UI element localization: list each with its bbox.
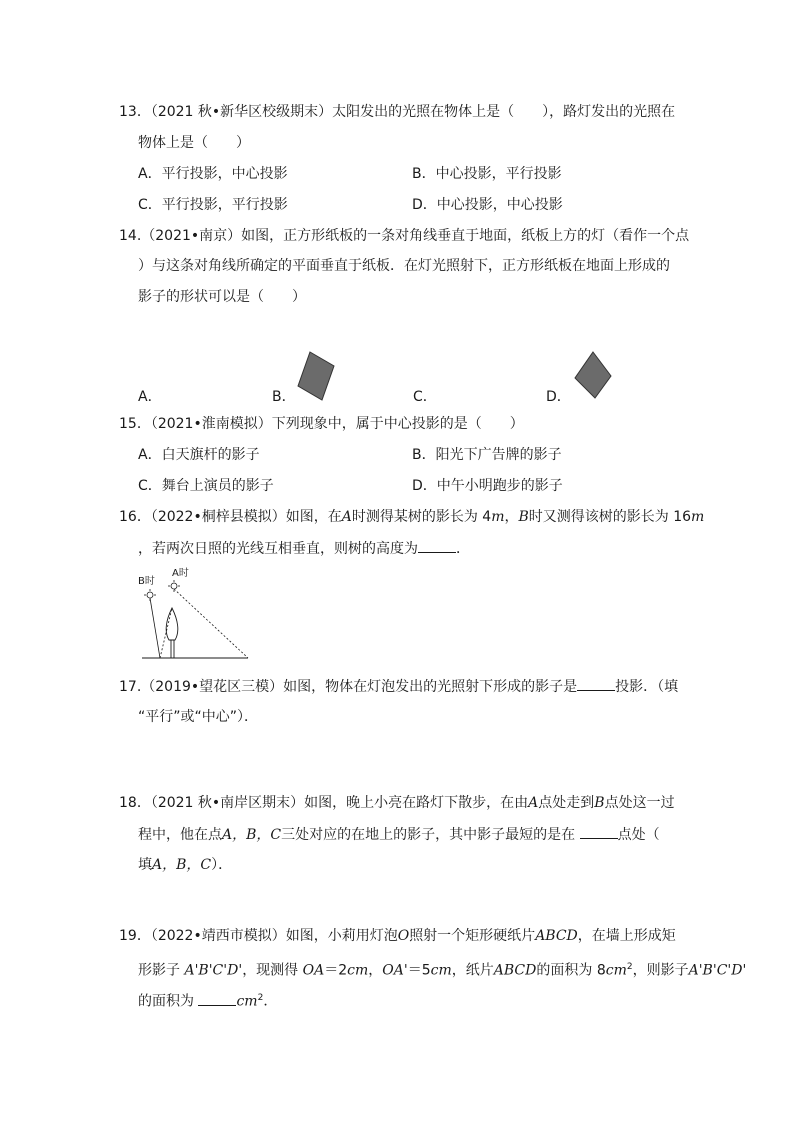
- q16-text: ，: [504, 509, 519, 525]
- q18-text: 点处这一过: [604, 795, 675, 811]
- q14-stem-line1: 14.（2021•南京）如图，正方形纸板的一条对角线垂直于地面，纸板上方的灯（看作一个点: [119, 228, 690, 244]
- q16-sun-a-icon: [168, 580, 180, 592]
- q13-stem-line1: 13．（2021 秋•新华区校级期末）太阳发出的光照在物体上是（ ），路灯发出的光照在: [119, 104, 676, 120]
- q19-stem-line1: [119, 927, 676, 945]
- q16-ray-a: [174, 589, 248, 658]
- q19-exponent: 2: [626, 962, 633, 972]
- q18-vars: A，B，C: [152, 857, 212, 873]
- q16-var-b: B: [518, 509, 529, 525]
- q19-text: ＝5: [407, 962, 431, 979]
- q16-text: 时又测得该树的影长为 16: [528, 509, 692, 525]
- q18-text: 三处对应的在地上的影子，其中影子最短的是在: [281, 827, 576, 843]
- q18-stem-line2: [138, 825, 660, 844]
- q15-option-d: D．中午小明跑步的影子: [412, 478, 563, 494]
- q18-text: ）．: [211, 857, 233, 873]
- q19-text: ．: [263, 993, 278, 1010]
- q16-stem-line2: [138, 539, 470, 558]
- q19-var-oa-prime: OA': [382, 962, 408, 979]
- q17-stem-line2: “平行”或“中心”）．: [138, 709, 259, 725]
- q19-var-abcd: ABCD: [535, 928, 578, 944]
- q18-stem-line3: [138, 856, 232, 874]
- q13-option-d: D．中心投影，中心投影: [412, 197, 563, 213]
- q18-text: 点处（: [617, 827, 660, 843]
- q19-var-oa: OA: [302, 962, 325, 979]
- q15-option-a: A．白天旗杆的影子: [138, 447, 260, 463]
- q13-option-a: A．平行投影，中心投影: [138, 166, 288, 182]
- q19-text: ，: [368, 962, 383, 979]
- q16-figure-label-a: A时: [172, 568, 189, 579]
- q18-stem-line1: [119, 794, 675, 812]
- q14-option-b-parallelogram: [298, 352, 334, 400]
- q17-text: 投影．（填: [615, 679, 679, 695]
- q17-stem-line1: [119, 677, 678, 696]
- q19-text: 的面积为 8: [536, 962, 606, 979]
- q19-exponent: 2: [257, 993, 264, 1003]
- q15-option-b: B．阳光下广告牌的影子: [412, 447, 562, 463]
- q17-text: 17.（2019•望花区三模）如图，物体在灯泡发出的光照射下形成的影子是: [119, 679, 578, 695]
- q15-option-c: C．舞台上演员的影子: [138, 478, 274, 494]
- q14-option-b: B．: [272, 389, 296, 405]
- q19-text: ，则影子: [632, 962, 689, 979]
- q16-text: ．: [456, 541, 470, 557]
- q14-option-c: C．: [413, 389, 437, 405]
- q13-option-c: C．平行投影，平行投影: [138, 197, 288, 213]
- q19-text: 照射一个矩形硬纸片: [409, 928, 536, 944]
- q14-stem-line2: ）与这条对角线所确定的平面垂直于纸板．在灯光照射下，正方形纸板在地面上形成的: [138, 258, 670, 274]
- q18-text: 18．（2021 秋•南岸区期末）如图，晚上小亮在路灯下散步，在由: [119, 795, 529, 811]
- q19-text: ，在墙上形成矩: [577, 928, 676, 944]
- q14-option-a: A．: [138, 389, 162, 405]
- q19-stem-line2: [138, 958, 746, 980]
- q15-stem-line1: 15．（2021•淮南模拟）下列现象中，属于中心投影的是（ ）: [119, 416, 524, 432]
- q16-ray-b: [150, 598, 160, 658]
- q19-var-abcd: ABCD: [493, 962, 537, 979]
- q16-text: ，若两次日照的光线互相垂直，则树的高度为: [138, 541, 418, 557]
- q13-option-b: B．中心投影，平行投影: [412, 166, 562, 182]
- q19-text: 19．（2022•靖西市模拟）如图，小莉用灯泡: [119, 928, 398, 944]
- q13-stem-line2: 物体上是（ ）: [138, 135, 250, 151]
- q19-unit-cm: cm: [236, 993, 258, 1010]
- q18-vars: A，B，C: [222, 827, 282, 843]
- q16-figure-label-b: B时: [138, 576, 155, 587]
- q19-text: ＝2: [324, 962, 348, 979]
- q19-text: ，纸片: [451, 962, 494, 979]
- q16-text: 时测得某树的影长为 4: [351, 509, 492, 525]
- q19-var-shadow: A'B'C'D': [184, 962, 243, 979]
- q18-var-a: A: [528, 795, 539, 811]
- q16-text: 16．（2022•桐梓县模拟）如图，在: [119, 509, 342, 525]
- q18-text: 填: [138, 857, 152, 873]
- q19-stem-line3: [138, 989, 277, 1011]
- q19-text: 形影子: [138, 962, 180, 979]
- q19-var-shadow: A'B'C'D': [688, 962, 747, 979]
- q14-option-d-kite: [575, 352, 611, 398]
- q19-unit-cm: cm: [430, 962, 452, 979]
- q19-text: 的面积为: [138, 993, 199, 1010]
- q16-unit-m: m: [491, 509, 505, 525]
- q16-var-a: A: [341, 509, 352, 525]
- q18-answer-blank[interactable]: [580, 825, 618, 839]
- q14-option-b-figure: [296, 350, 346, 410]
- q16-figure: [136, 568, 266, 663]
- q16-stem-line1: [119, 508, 704, 526]
- q18-text: 程中，他在点: [138, 827, 222, 843]
- q19-answer-blank[interactable]: [198, 992, 236, 1006]
- q14-option-d: D．: [546, 389, 571, 405]
- q16-unit-m: m: [691, 509, 705, 525]
- q14-option-d-figure: [573, 350, 623, 410]
- q16-tree-icon: [166, 608, 178, 658]
- q18-var-b: B: [594, 795, 605, 811]
- q19-var-o: O: [397, 928, 410, 944]
- q19-unit-cm: cm: [605, 962, 627, 979]
- q19-text: ，现测得: [242, 962, 299, 979]
- q16-answer-blank[interactable]: [418, 539, 456, 553]
- q17-answer-blank[interactable]: [577, 677, 615, 691]
- q14-stem-line3: 影子的形状可以是（ ）: [138, 289, 306, 305]
- q18-text: 点处走到: [538, 795, 595, 811]
- q19-unit-cm: cm: [347, 962, 369, 979]
